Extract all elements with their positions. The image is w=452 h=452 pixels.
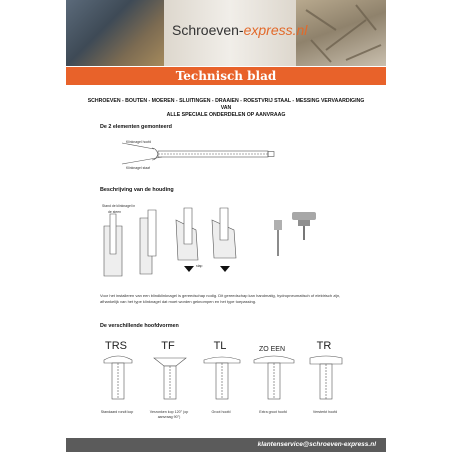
label-step-a: Stand de klinknagel in [102, 204, 136, 208]
shape-code-trs: TRS [105, 340, 127, 352]
section-heading-assembled: De 2 elementen gemonteerd [100, 124, 172, 130]
section-heading-head-shapes: De verschillende hoofdvormen [100, 323, 179, 329]
shape-caption-tl: Groot hoofd [211, 410, 231, 414]
label-rivet-head: Klinknagel hoofd [126, 140, 152, 144]
page-title: Technisch blad [175, 69, 277, 83]
screws-illustration [296, 0, 386, 66]
shape-code-tl: TL [213, 340, 227, 352]
intro-line-1: SCHROEVEN - BOUTEN - MOEREN - SLUITINGEN - DRAAIEN - ROESTVRIJ STAAL - MESSING VERVAARDIGING VAN [87, 98, 365, 111]
footer-bar [66, 438, 386, 452]
intro-text [86, 98, 366, 119]
installation-description: Voor het installeren van een blindklinknagel is gereedschap nodig. Dit gereedschap kan handmatig, hydropneumatisch of elektrisch zijn, afhankelijk van het type klinknagel dat moet worden geknompen en het type toepassing. [100, 293, 341, 304]
shape-caption-tr: Versterkt hoofd [312, 410, 338, 414]
title-banner [66, 67, 386, 85]
shape-code-tf: TF [161, 340, 175, 352]
brand-logo[interactable]: Schroeven-express.nl [172, 22, 308, 38]
section-heading-description: Beschrijving van de houding [100, 187, 174, 193]
technical-sheet-page [66, 0, 386, 452]
shape-caption-trs: Standaard rondt kop [100, 410, 134, 414]
label-step-c: stap [196, 264, 203, 268]
assembled-rivet-diagram [92, 134, 282, 174]
shape-caption-zo-een: Extra groot hoofd [259, 410, 287, 414]
shape-caption-tf: Verzonken kop 120° (op aanvraag 90°) [149, 410, 189, 419]
header-banner [66, 0, 386, 66]
head-shapes-diagram [92, 354, 362, 410]
installation-steps-diagram [100, 196, 250, 280]
label-step-b: de steen [108, 210, 122, 214]
tools-photo [66, 0, 164, 66]
shape-code-tr: TR [316, 340, 332, 352]
rivet-photo [262, 206, 332, 262]
intro-line-2: ALLE SPECIALE ONDERDELEN OP AANVRAAG [166, 112, 286, 118]
shape-code-zo-een: ZO EEN [258, 346, 286, 353]
screws-photo [296, 0, 386, 66]
footer-email-link[interactable]: klantenservice@schroeven-express.nl [257, 441, 376, 448]
label-rivet-shank: Klinknagel staaf [126, 166, 150, 170]
